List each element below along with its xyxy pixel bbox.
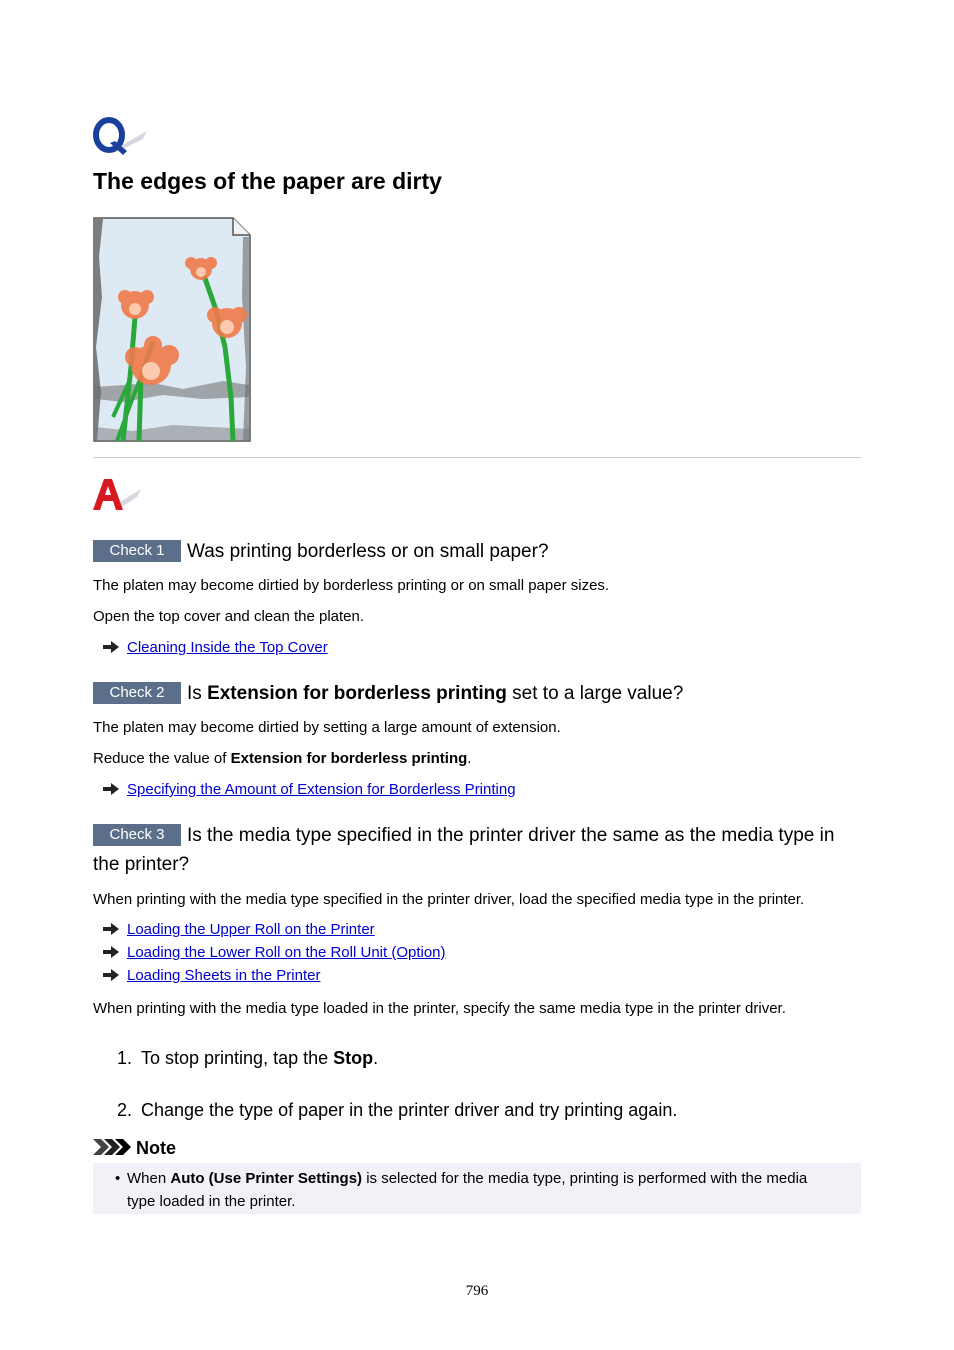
check2-p2-pre: Reduce the value of	[93, 750, 231, 767]
note-text	[127, 1167, 837, 1213]
step-2-text: Change the type of paper in the printer driver and try printing again.	[141, 1100, 678, 1120]
step-1-post: .	[373, 1048, 379, 1068]
note-icon	[93, 1139, 131, 1155]
note-bullet: •	[115, 1170, 121, 1187]
loading-lower-roll-link[interactable]: Loading the Lower Roll on the Roll Unit (Option)	[127, 944, 446, 961]
extension-borderless-link[interactable]: Specifying the Amount of Extension for Borderless Printing	[127, 781, 516, 798]
check2-question-pre: Is	[187, 683, 208, 704]
check1-heading	[93, 537, 861, 566]
arrow-icon	[103, 923, 119, 935]
check1-paragraph-1: The platen may become dirtied by borderless printing or on small paper sizes.	[93, 577, 610, 594]
loading-sheets-link[interactable]: Loading Sheets in the Printer	[127, 967, 321, 984]
arrow-icon	[103, 641, 119, 653]
page	[93, 0, 861, 1350]
check1-badge: Check 1	[93, 540, 181, 562]
check2-paragraph-1: The platen may become dirtied by setting a large amount of extension.	[93, 719, 561, 736]
check2-question-post: set to a large value?	[506, 683, 684, 704]
check3-question: Is the media type specified in the printer driver the same as the media type in the printer?	[93, 825, 835, 875]
check3-heading	[93, 821, 861, 879]
note-text-bold: Auto (Use Printer Settings)	[170, 1170, 363, 1187]
check1-question: Was printing borderless or on small paper?	[187, 541, 549, 562]
check2-badge: Check 2	[93, 682, 181, 704]
check3-badge: Check 3	[93, 824, 181, 846]
note-text-pre: When	[127, 1170, 171, 1187]
divider	[93, 457, 861, 458]
step-1-text: To stop printing, tap the	[141, 1048, 334, 1068]
step-2	[117, 1097, 677, 1123]
note-text-post: is selected for the media type, printing is performed with the media type loaded in the printer.	[127, 1170, 808, 1210]
note-box	[93, 1163, 861, 1214]
step-1-bold: Stop	[333, 1048, 374, 1068]
a-icon	[93, 477, 143, 513]
check2-p2-bold: Extension for borderless printing	[230, 750, 468, 767]
check2-p2-post: .	[467, 750, 472, 767]
paper-illustration	[93, 217, 251, 442]
step-2-number: 2.	[117, 1100, 133, 1120]
check3-link-row-2	[103, 942, 446, 964]
loading-upper-roll-link[interactable]: Loading the Upper Roll on the Printer	[127, 921, 375, 938]
check2-question-bold: Extension for borderless printing	[207, 683, 507, 704]
check3-paragraph-1: When printing with the media type specified in the printer driver, load the specified media type in the printer.	[93, 891, 805, 908]
check3-link-row-3	[103, 965, 320, 987]
q-icon	[93, 117, 149, 157]
note-label: Note	[136, 1138, 176, 1158]
check3-link-row-1	[103, 919, 375, 941]
arrow-icon	[103, 969, 119, 981]
check2-link-row	[103, 779, 516, 801]
arrow-icon	[103, 783, 119, 795]
cleaning-inside-top-cover-link[interactable]: Cleaning Inside the Top Cover	[127, 639, 328, 656]
arrow-icon	[103, 946, 119, 958]
page-title: The edges of the paper are dirty	[93, 168, 442, 194]
check1-link-row	[103, 637, 328, 659]
check2-paragraph-2	[93, 748, 471, 770]
step-1	[117, 1045, 378, 1071]
note-heading	[93, 1136, 176, 1160]
page-number: 796	[465, 1283, 489, 1299]
check1-paragraph-2: Open the top cover and clean the platen.	[93, 608, 365, 625]
check3-paragraph-2: When printing with the media type loaded in the printer, specify the same media type in the printer driver.	[93, 1000, 786, 1017]
check2-heading	[93, 679, 861, 708]
step-1-number: 1.	[117, 1048, 133, 1068]
